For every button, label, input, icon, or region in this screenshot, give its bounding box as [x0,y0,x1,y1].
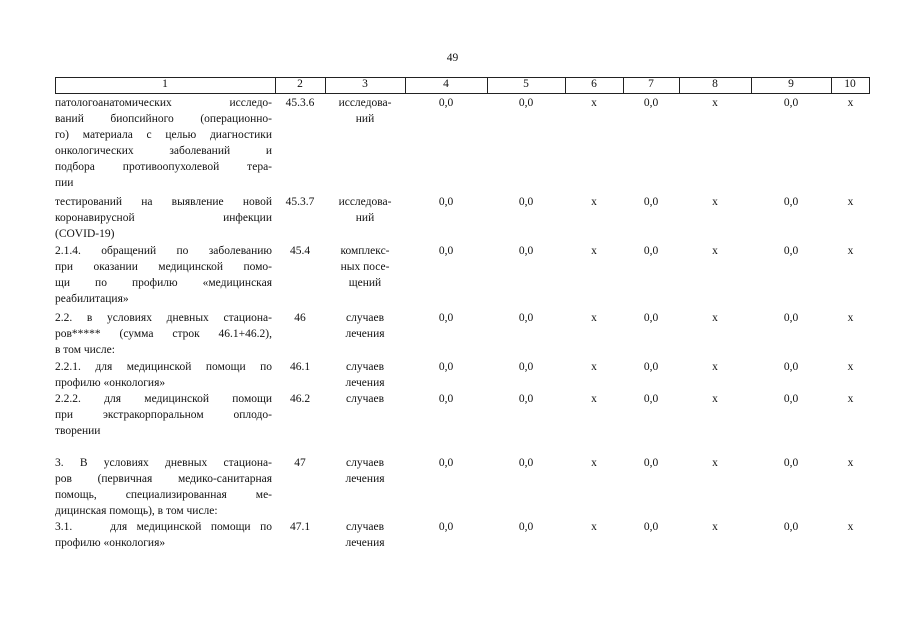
column-header-6: 6 [591,78,597,90]
unit-line: случаев [345,521,384,533]
cell-col9: 0,0 [783,312,799,324]
cell-col6: x [591,457,597,469]
unit-line: случаев [345,457,384,469]
row-unit [325,310,405,342]
row-code: 46.1 [289,361,311,373]
description-line: щи по профилю «медицинская [55,277,272,289]
description-line: 3.1. для медицинской помощи по [55,521,272,533]
description-line: 2.2.2. для медицинской помощи [55,393,272,405]
unit-line: лечения [345,328,385,340]
row-description [55,391,272,439]
unit-line: случаев [345,361,384,373]
row-description [55,359,272,391]
description-line: в том числе: [55,344,115,356]
cell-col8: x [712,361,718,373]
description-line: при оказании медицинской помо- [55,261,272,273]
description-line: 3. В условиях дневных стациона- [55,457,272,469]
cell-col9: 0,0 [783,393,799,405]
page-number: 49 [446,52,459,64]
description-line: ваний биопсийного (операционно- [55,113,272,125]
cell-col9: 0,0 [783,457,799,469]
description-line: профилю «онкология» [55,537,166,549]
cell-col5: 0,0 [518,361,534,373]
cell-col7: 0,0 [643,312,659,324]
description-line: тестирований на выявление новой [55,196,272,208]
cell-col7: 0,0 [643,245,659,257]
cell-col4: 0,0 [438,312,454,324]
row-code: 46 [294,312,306,324]
description-line: 2.2. в условиях дневных стациона- [55,312,272,324]
cell-col6: x [591,312,597,324]
description-line: патологоанатомических исследо- [55,97,272,109]
cell-col10: x [847,245,854,257]
cell-col7: 0,0 [643,521,659,533]
row-unit [325,243,405,291]
description-line: дицинская помощь), в том числе: [55,505,218,517]
cell-col7: 0,0 [643,196,659,208]
unit-line: щений [348,277,382,289]
column-header-2: 2 [297,78,303,90]
row-unit [325,95,405,127]
description-line: онкологических заболеваний и [55,145,272,157]
column-header-5: 5 [523,78,529,90]
description-line: реабилитация» [55,293,129,305]
cell-col5: 0,0 [518,521,534,533]
cell-col8: x [712,245,718,257]
cell-col6: x [591,361,597,373]
cell-col9: 0,0 [783,245,799,257]
row-description [55,310,272,358]
cell-col7: 0,0 [643,97,659,109]
unit-line: лечения [345,377,385,389]
cell-col4: 0,0 [438,196,454,208]
cell-col4: 0,0 [438,361,454,373]
cell-col10: x [847,521,854,533]
cell-col5: 0,0 [518,457,534,469]
cell-col8: x [712,97,718,109]
unit-line: ных посе- [340,261,390,273]
cell-col6: x [591,521,597,533]
unit-line: исследова- [338,196,392,208]
row-description [55,243,272,307]
cell-col7: 0,0 [643,457,659,469]
unit-line: исследова- [338,97,392,109]
cell-col8: x [712,393,718,405]
row-unit [325,455,405,487]
description-line: коронавирусной инфекции [55,212,272,224]
column-header-8: 8 [712,78,718,90]
row-unit [325,359,405,391]
cell-col4: 0,0 [438,521,454,533]
cell-col8: x [712,196,718,208]
description-line: (COVID-19) [55,228,115,240]
row-description [55,194,272,242]
unit-line: комплекс- [340,245,390,257]
row-code: 45.3.7 [285,196,315,208]
cell-col6: x [591,97,597,109]
row-code: 47 [294,457,306,469]
cell-col7: 0,0 [643,393,659,405]
description-line: пии [55,177,74,189]
cell-col8: x [712,521,718,533]
description-line: 2.1.4. обращений по заболеванию [55,245,272,257]
cell-col4: 0,0 [438,97,454,109]
column-header-4: 4 [443,78,449,90]
row-code: 46.2 [289,393,311,405]
row-code: 47.1 [289,521,311,533]
description-line: при экстракорпоральном оплодо- [55,409,272,421]
description-line: подбора противоопухолевой тера- [55,161,272,173]
cell-col10: x [847,97,854,109]
column-header-7: 7 [648,78,654,90]
row-description [55,519,272,551]
cell-col9: 0,0 [783,97,799,109]
cell-col9: 0,0 [783,361,799,373]
cell-col10: x [847,457,854,469]
cell-col8: x [712,312,718,324]
row-code: 45.3.6 [285,97,315,109]
cell-col5: 0,0 [518,312,534,324]
unit-line: ний [355,212,375,224]
cell-col10: x [847,393,854,405]
cell-col7: 0,0 [643,361,659,373]
description-line: го) материала с целью диагностики [55,129,272,141]
cell-col6: x [591,196,597,208]
col-divider [869,77,870,93]
row-code: 45.4 [289,245,311,257]
unit-line: лечения [345,537,385,549]
header-bottom-border [55,93,870,94]
column-header-10: 10 [844,78,856,90]
description-line: профилю «онкология» [55,377,166,389]
row-description [55,95,272,191]
column-header-3: 3 [362,78,368,90]
cell-col5: 0,0 [518,393,534,405]
cell-col6: x [591,393,597,405]
row-unit [325,391,405,407]
cell-col5: 0,0 [518,245,534,257]
description-line: творении [55,425,101,437]
description-line: 2.2.1. для медицинской помощи по [55,361,272,373]
cell-col5: 0,0 [518,97,534,109]
cell-col9: 0,0 [783,196,799,208]
unit-line: случаев [345,393,384,405]
cell-col8: x [712,457,718,469]
cell-col10: x [847,361,854,373]
cell-col10: x [847,312,854,324]
unit-line: ний [355,113,375,125]
column-header-9: 9 [788,78,794,90]
column-header-1: 1 [162,78,168,90]
row-description [55,455,272,519]
cell-col6: x [591,245,597,257]
cell-col5: 0,0 [518,196,534,208]
unit-line: лечения [345,473,385,485]
unit-line: случаев [345,312,384,324]
cell-col9: 0,0 [783,521,799,533]
row-unit [325,194,405,226]
row-unit [325,519,405,551]
description-line: ров***** (сумма строк 46.1+46.2), [55,328,272,340]
cell-col10: x [847,196,854,208]
description-line: помощь, специализированная ме- [55,489,272,501]
cell-col4: 0,0 [438,457,454,469]
description-line: ров (первичная медико-санитарная [55,473,272,485]
cell-col4: 0,0 [438,245,454,257]
cell-col4: 0,0 [438,393,454,405]
